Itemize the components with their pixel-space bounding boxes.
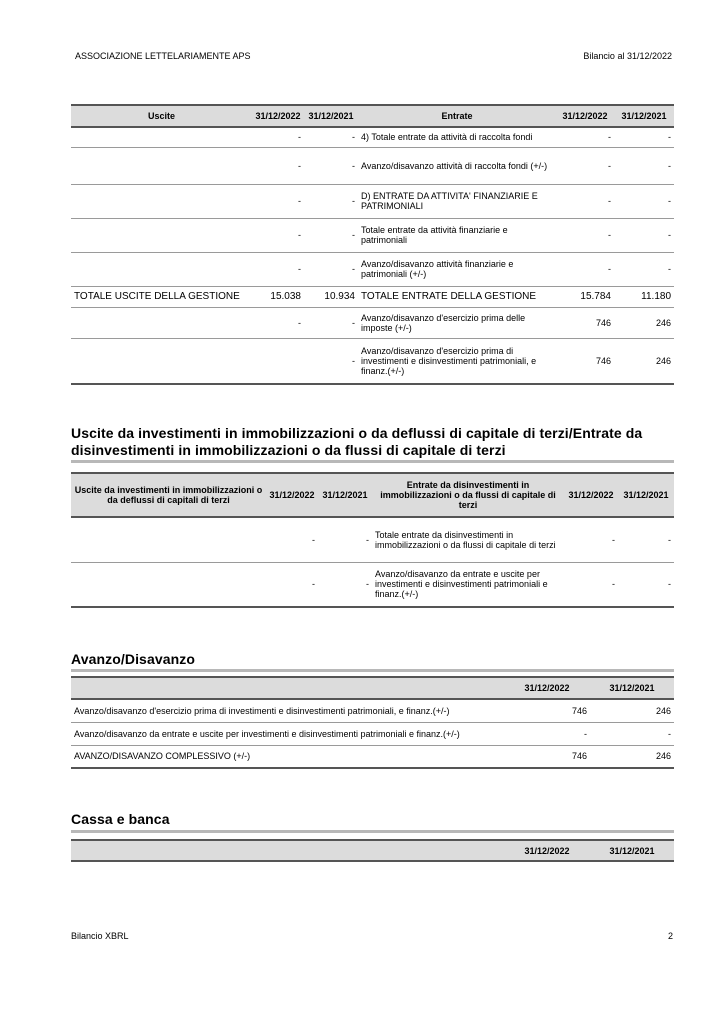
cell-u21: 10.934 <box>304 286 358 307</box>
cell-e22: - <box>556 218 614 252</box>
cell-u21: - <box>304 307 358 338</box>
table-row <box>71 252 674 286</box>
cell-e21: 246 <box>614 307 674 338</box>
totals-row <box>71 286 674 307</box>
table-row <box>71 562 674 607</box>
cell-entrate: D) ENTRATE DA ATTIVITA' FINANZIARIE E PATRIMONIALI <box>358 184 556 218</box>
col-e21: 31/12/2021 <box>621 111 667 121</box>
cell-v21: 246 <box>590 699 674 722</box>
cell-entrate: TOTALE ENTRATE DELLA GESTIONE <box>358 286 556 307</box>
cell-e22: 746 <box>556 307 614 338</box>
avanzo-header-row <box>71 677 674 699</box>
table-row <box>71 722 674 745</box>
cell-uscite <box>71 307 252 338</box>
table-row <box>71 184 674 218</box>
cell-label: Avanzo/disavanzo d'esercizio prima di investimenti e disinvestimenti patrimoniali, e finanz.(+/-) <box>71 699 504 722</box>
col-entrate: Entrate <box>441 111 473 121</box>
section-divider <box>71 669 674 672</box>
cell-u22: - <box>252 127 304 147</box>
cell-entrate: Totale entrate da attività finanziarie e patrimoniali <box>358 218 556 252</box>
cell-e22: - <box>556 252 614 286</box>
cell-e22: 746 <box>556 338 614 384</box>
cell-u22: - <box>252 147 304 184</box>
col-v22: 31/12/2022 <box>524 845 570 856</box>
cell-e21: - <box>614 147 674 184</box>
cell-e21: - <box>614 184 674 218</box>
section-divider <box>71 830 674 833</box>
col-u21: 31/12/2021 <box>308 111 354 121</box>
cassa-table <box>71 839 674 862</box>
header-org: ASSOCIAZIONE LETTELARIAMENTE APS <box>75 51 251 61</box>
cell-u21: - <box>304 127 358 147</box>
cell-uscite <box>71 562 266 607</box>
cell-v22: 746 <box>504 745 590 768</box>
cell-e21: 11.180 <box>614 286 674 307</box>
footer-label: Bilancio XBRL <box>71 931 129 941</box>
cell-e22: 15.784 <box>556 286 614 307</box>
col-uscite: Uscite <box>147 111 175 121</box>
cell-u21: - <box>304 147 358 184</box>
table-row <box>71 699 674 722</box>
col-e22: 31/12/2022 <box>568 490 614 500</box>
cell-entrate: Avanzo/disavanzo attività di raccolta fondi (+/-) <box>358 147 556 184</box>
cell-u21: - <box>304 218 358 252</box>
cell-e22: - <box>564 562 618 607</box>
cell-e21: - <box>614 127 674 147</box>
cell-entrate: Avanzo/disavanzo d'esercizio prima di investimenti e disinvestimenti patrimoniali, e finanz.(+/-) <box>358 338 556 384</box>
cell-u22: - <box>252 307 304 338</box>
gestione-table <box>71 104 674 385</box>
col-v21: 31/12/2021 <box>609 683 655 693</box>
cell-u22: - <box>252 218 304 252</box>
avanzo-title: Avanzo/Disavanzo <box>71 651 196 667</box>
table-row <box>71 517 674 562</box>
table-row <box>71 307 674 338</box>
cell-u22: - <box>266 517 318 562</box>
col-label <box>71 840 504 861</box>
cell-v22: 746 <box>504 699 590 722</box>
col-label <box>71 677 504 699</box>
col-e22: 31/12/2022 <box>562 111 608 121</box>
cell-uscite: TOTALE USCITE DELLA GESTIONE <box>71 286 252 307</box>
totals-row <box>71 745 674 768</box>
table-row <box>71 127 674 147</box>
cell-u22: - <box>266 562 318 607</box>
cell-v21: 246 <box>590 745 674 768</box>
investimenti-title: Uscite da investimenti in immobilizzazioni o da deflussi di capitale di terzi/Entrate da disinvestimenti in immobilizzazioni o da flussi di capitale di terzi <box>71 425 643 458</box>
cell-e22: - <box>556 184 614 218</box>
cell-u21: - <box>304 252 358 286</box>
col-u21: 31/12/2021 <box>322 490 368 500</box>
cell-e21: - <box>618 517 674 562</box>
cell-e21: - <box>614 252 674 286</box>
cell-entrate: Avanzo/disavanzo da entrate e uscite per investimenti e disinvestimenti patrimoniali e finanz.(+/-) <box>372 562 564 607</box>
table-row <box>71 218 674 252</box>
cell-u22: - <box>252 184 304 218</box>
investimenti-header-row <box>71 473 674 517</box>
col-v22: 31/12/2022 <box>524 683 570 693</box>
cell-uscite <box>71 147 252 184</box>
col-uscite: Uscite da investimenti in immobilizzazioni o da deflussi di capitali di terzi <box>74 485 263 505</box>
cell-e22: - <box>556 127 614 147</box>
investimenti-table <box>71 472 674 608</box>
cassa-title: Cassa e banca <box>71 811 170 827</box>
col-e21: 31/12/2021 <box>623 490 669 500</box>
col-v21: 31/12/2021 <box>609 845 655 856</box>
cell-u21: - <box>318 562 372 607</box>
cell-e21: 246 <box>614 338 674 384</box>
cell-u22 <box>252 338 304 384</box>
cell-uscite <box>71 184 252 218</box>
cell-v21: - <box>590 722 674 745</box>
cell-e21: - <box>614 218 674 252</box>
cell-label: Avanzo/disavanzo da entrate e uscite per investimenti e disinvestimenti patrimoniali e finanz.(+/-) <box>71 722 504 745</box>
cell-uscite <box>71 517 266 562</box>
col-entrate: Entrate da disinvestimenti in immobilizzazioni o da flussi di capitale di terzi <box>380 480 556 510</box>
table-row <box>71 147 674 184</box>
cell-u22: - <box>252 252 304 286</box>
gestione-header-row <box>71 105 674 127</box>
cell-uscite <box>71 127 252 147</box>
cell-label: AVANZO/DISAVANZO COMPLESSIVO (+/-) <box>71 745 504 768</box>
cell-e22: - <box>556 147 614 184</box>
col-u22: 31/12/2022 <box>255 111 301 121</box>
cell-entrate: 4) Totale entrate da attività di raccolta fondi <box>358 127 556 147</box>
cell-u21: - <box>304 184 358 218</box>
cell-entrate: Totale entrate da disinvestimenti in immobilizzazioni o da flussi di capitale di terzi <box>372 517 564 562</box>
cell-entrate: Avanzo/disavanzo d'esercizio prima delle imposte (+/-) <box>358 307 556 338</box>
cell-uscite <box>71 338 252 384</box>
table-row <box>71 338 674 384</box>
cell-uscite <box>71 252 252 286</box>
header-report: Bilancio al 31/12/2022 <box>583 51 672 61</box>
cell-e21: - <box>618 562 674 607</box>
cell-v22: - <box>504 722 590 745</box>
cell-entrate: Avanzo/disavanzo attività finanziarie e patrimoniali (+/-) <box>358 252 556 286</box>
cassa-header-row <box>71 840 674 861</box>
cell-u22: 15.038 <box>252 286 304 307</box>
cell-e22: - <box>564 517 618 562</box>
section-divider <box>71 460 674 463</box>
cell-uscite <box>71 218 252 252</box>
cell-u21: - <box>318 517 372 562</box>
avanzo-table <box>71 676 674 769</box>
col-u22: 31/12/2022 <box>269 490 315 500</box>
cell-u21: - <box>304 338 358 384</box>
page-number: 2 <box>667 931 673 941</box>
